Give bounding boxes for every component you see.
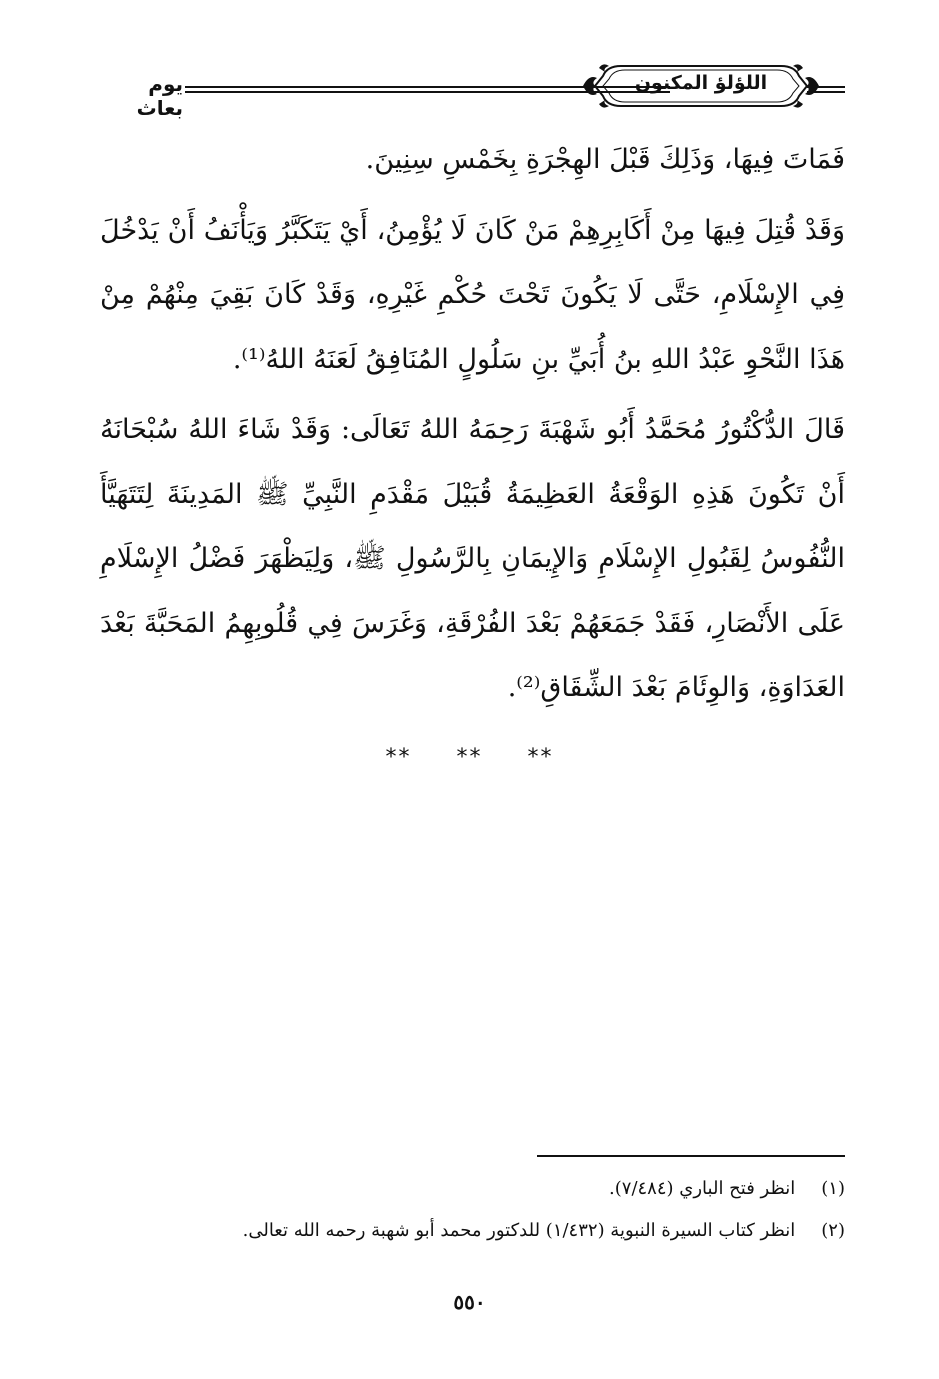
paragraph: وَقَدْ قُتِلَ فِيهَا مِنْ أَكَابِرِهِمْ مَنْ كَانَ لَا يُؤْمِنُ، أَيْ يَتَكَبَّرُ وَيَأْنَفُ أَنْ يَدْخُلَ فِي الإِسْلَامِ، حَتَّى لَا يَكُونَ تَحْتَ حُكْمِ غَيْرِهِ، وَقَدْ كَانَ بَقِيَ مِنْهُمْ مِنْ هَذَا النَّحْوِ عَبْدُ اللهِ بنُ أُبَيِّ بنِ سَلُولٍ المُنَافِقُ لَعَنَهُ اللهُ⁽¹⁾. (100, 214, 845, 375)
section-separator (0, 745, 939, 770)
book-title-cartouche (581, 60, 821, 112)
footnote (100, 1168, 845, 1210)
paragraph: فَمَاتَ فِيهَا، وَذَلِكَ قَبْلَ الهِجْرَةِ بِخَمْسِ سِنِينَ. (365, 144, 845, 175)
page-number: ٥٥٠ (453, 1290, 486, 1314)
footnotes (100, 1168, 845, 1252)
book-title: اللؤلؤ المكنون (634, 72, 768, 94)
footnote-rule (537, 1155, 845, 1157)
asterisk-ornament: ** (456, 745, 483, 770)
footnote (100, 1210, 845, 1252)
asterisk-ornament: ** (527, 745, 554, 770)
footnote-text: انظر فتح الباري (٧/٤٨٤). (609, 1178, 796, 1199)
footnote-number: (١) (821, 1178, 845, 1199)
footnote-text: انظر كتاب السيرة النبوية (١/٤٣٢) للدكتور محمد أبو شهبة رحمه الله تعالى. (242, 1220, 796, 1241)
chapter-title: يوم بعاث (136, 72, 183, 120)
paragraph: قَالَ الدُّكْتُورُ مُحَمَّدُ أَبُو شَهْبَةَ رَحِمَهُ اللهُ تَعَالَى: وَقَدْ شَاءَ اللهُ سُبْحَانَهُ أَنْ تَكُونَ هَذِهِ الوَقْعَةُ العَظِيمَةُ قُبَيْلَ مَقْدَمِ النَّبِيِّ ﷺ المَدِينَةَ لِتَتَهَيَّأَ النُّفُوسُ لِقَبُولِ الإِسْلَامِ وَالإِيمَانِ بِالرَّسُولِ ﷺ، وَلِيَظْهَرَ فَضْلُ الإِسْلَامِ عَلَى الأَنْصَارِ، فَقَدْ جَمَعَهُمْ بَعْدَ الفُرْقَةِ، وَغَرَسَ فِي قُلُوبِهِمُ المَحَبَّةَ بَعْدَ العَدَاوَةِ، وَالوِئَامَ بَعْدَ الشِّقَاقِ⁽²⁾. (100, 414, 845, 703)
footnote-number: (٢) (821, 1220, 845, 1241)
header-rule-right (807, 86, 845, 93)
running-header (95, 58, 845, 120)
main-text (100, 128, 845, 721)
asterisk-ornament: ** (385, 745, 412, 770)
